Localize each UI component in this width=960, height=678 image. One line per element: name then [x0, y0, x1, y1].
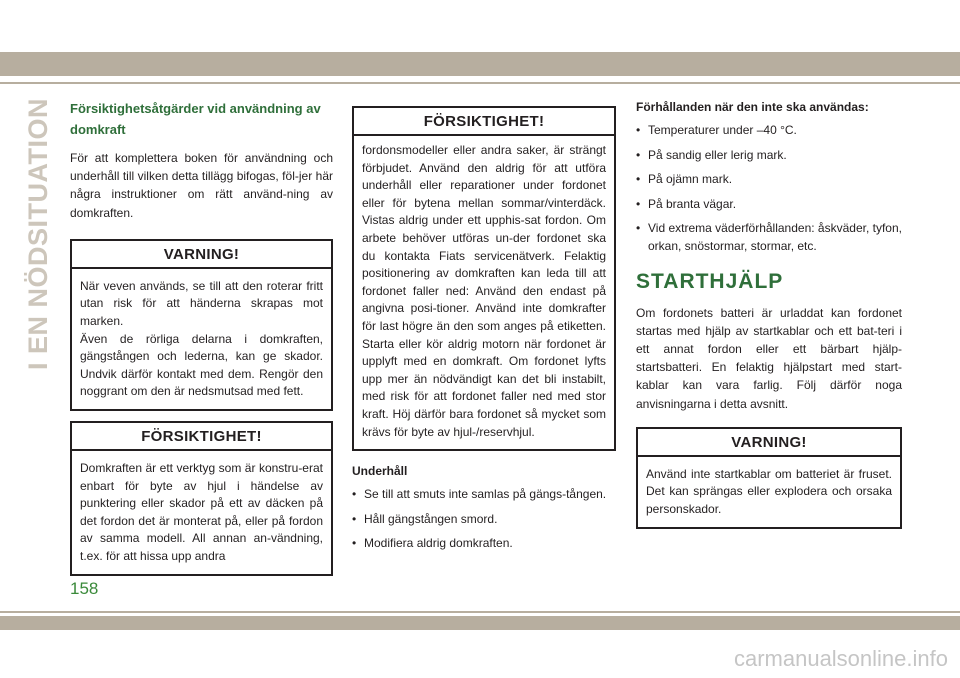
warning-box-title: VARNING! — [72, 241, 331, 269]
footer-rule — [0, 611, 960, 613]
list-item: • På ojämn mark. — [636, 171, 902, 189]
conditions-list — [636, 122, 902, 256]
warning-box-body — [72, 269, 331, 409]
warning-box-jump-start — [636, 427, 902, 529]
caution-box-title: FÖRSIKTIGHET! — [72, 423, 331, 451]
jack-intro-paragraph: För att komplettera boken för användning och underhåll till vilken detta tillägg bifogas, föl-jer här några instruktioner om rätt använd-ning av domkraften. — [70, 151, 333, 220]
conditions-heading: Förhållanden när den inte ska användas: — [636, 100, 869, 114]
list-item: • Modifiera aldrig domkraften. — [352, 535, 616, 553]
jump-start-paragraph: Om fordonets batteri är urladdat kan fordonet startas med hjälp av startkablar och ett bat-teri i ett annat fordon eller ett bärbart hjälp-startsbatteri. En felaktig hjälpstart med start-kablar kan vara farlig. Följ därför noga anvisningarna i detta avsnitt. — [636, 305, 902, 411]
list-item: • Temperaturer under –40 °C. — [636, 122, 902, 140]
caution-box-body: Domkraften är ett verktyg som är konstru-erat enbart för byte av hjul i händelse av punktering eller skador på ett av däcken på det fordon det är monterat på, eller på fordon av samma modell. All annan an-vändning, t.ex. för att hissa upp andra — [80, 460, 323, 563]
header-band — [0, 52, 960, 76]
jack-precautions-heading: Försiktighetsåtgärder vid användning av domkraft — [70, 101, 321, 137]
caution-box-jack-part2 — [352, 106, 616, 451]
warning-box-body: Använd inte startkablar om batteriet är fruset. Det kan sprängas eller explodera och orsaka personskador. — [646, 466, 892, 516]
warning-box-title: VARNING! — [638, 429, 900, 457]
list-item: • Se till att smuts inte samlas på gängs-tången. — [352, 486, 616, 504]
chapter-side-title — [20, 98, 56, 598]
column-right — [636, 98, 902, 529]
caution-box-body-continued: fordonsmodeller eller andra saker, är strängt förbjudet. Använd den aldrig för att utföra underhåll eller reparationer under fordonet eller för bytena mellan sommar/vinterdäck. Vistas aldrig under ett upphis-sat fordon. Om arbete behöver utföras un-der fordonet ska du kontakta Fiats servicenätverk. Felaktig positionering av domkraften kan leda till att fordonet faller ned: Använd den endast på angivna posi-tioner. Använd inte domkrafter för last högre än den som anges på etiketten. Starta eller kör aldrig motorn när fordonet är upplyft med en domkraft. Om fordonet lyfts upp mer än nödvändigt kan det bli instabilt, med risk för att fordonet faller ned med stor kraft. Höj därför bara fordonet så mycket som krävs för byte av hjul-/reservhjul. — [362, 143, 606, 439]
warning-paragraph-2: Även de rörliga delarna i domkraften, gängstången och lederna, kan ge skador. Undvik därför kontakt med dem. Rengör den noggrant om den är nedsmutsad med fett. — [80, 331, 323, 399]
warning-paragraph-1: När veven används, se till att den roterar fritt utan risk för att händerna skrapas mot marken. — [80, 278, 323, 328]
watermark: carmanualsonline.info — [733, 646, 948, 671]
chapter-side-title-text: I EN NÖDSITUATION — [22, 98, 53, 371]
footer-band — [0, 616, 960, 630]
header-rule — [0, 82, 960, 84]
list-item: • På sandig eller lerig mark. — [636, 147, 902, 165]
list-item: • På branta vägar. — [636, 196, 902, 214]
warning-box-jack — [70, 239, 333, 411]
column-middle — [352, 106, 616, 560]
caution-box-title-continued: FÖRSIKTIGHET! — [354, 108, 614, 136]
maintenance-heading: Underhåll — [352, 464, 408, 479]
page-number: 158 — [70, 579, 99, 598]
maintenance-list — [352, 486, 616, 553]
list-item: • Vid extrema väderförhållanden: åskväder, tyfon, orkan, snöstormar, stormar, etc. — [636, 220, 902, 255]
column-left — [70, 98, 333, 576]
jump-start-section-title: STARTHJÄLP — [636, 269, 784, 293]
list-item: • Håll gängstången smord. — [352, 511, 616, 529]
caution-box-jack-part1 — [70, 421, 333, 576]
